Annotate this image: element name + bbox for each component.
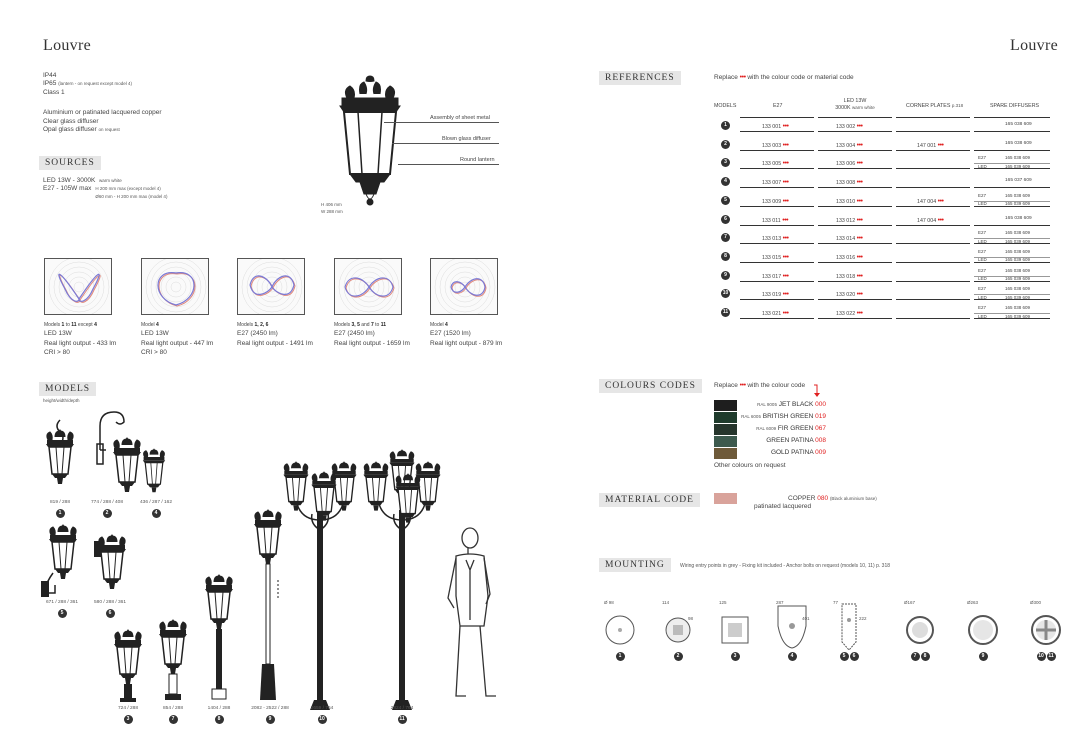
ref-spare-type: E27	[978, 248, 987, 254]
ref-spare: 165 038 609	[1005, 305, 1031, 310]
ref-divider	[818, 150, 892, 151]
ref-led: 133 004 •••	[836, 141, 863, 149]
ref-divider	[740, 262, 814, 263]
photometric-curve	[238, 259, 305, 315]
ref-spare: 165 039 609	[1005, 276, 1031, 282]
ref-e27: 133 013 •••	[762, 235, 789, 243]
colour-row: RAL 6005 BRITISH GREEN 019	[741, 413, 826, 420]
photometric-line1: LED 13W	[44, 330, 72, 338]
ref-spare: 165 038 609	[1005, 122, 1032, 127]
mounting-number: 6	[850, 652, 859, 661]
ref-divider	[896, 225, 970, 226]
mounting-number: 7	[911, 652, 920, 661]
ref-row-number: 3	[721, 158, 730, 167]
ref-divider	[818, 243, 892, 244]
ref-row-number: 5	[721, 196, 730, 205]
model-dims: 854 / 288	[162, 706, 183, 711]
references-heading: REFERENCES	[599, 71, 681, 85]
ref-spare-type: E27	[978, 305, 987, 310]
callout-assembly: Assembly of sheet metal	[430, 115, 490, 121]
photometric-models: Models 1 to 11 except 4	[44, 322, 97, 328]
model-number: 7	[169, 715, 178, 724]
model-number: 4	[152, 509, 161, 518]
photometric-caption	[141, 322, 237, 358]
photometric-line2: Real light output - 1659 lm	[334, 339, 410, 347]
model-dims: 436 / 287 / 162	[139, 500, 172, 505]
ref-e27: 133 007 •••	[762, 179, 789, 187]
ref-row-number: 4	[721, 177, 730, 186]
mounting-plate	[715, 602, 755, 652]
ref-divider	[974, 150, 1050, 151]
mounting-number: 5	[840, 652, 849, 661]
ref-e27: 133 019 •••	[762, 291, 789, 299]
mounting-dim: Ø167	[904, 600, 916, 605]
ref-divider	[896, 262, 970, 263]
specs-block	[43, 72, 243, 135]
mounting-dim: 125	[719, 600, 727, 605]
ref-spare-type: E27	[978, 230, 987, 236]
ref-e27: 133 005 •••	[762, 160, 789, 168]
mounting-dim: Ø263	[967, 600, 979, 605]
ref-divider	[974, 131, 1050, 132]
model-dims: 724 / 288	[117, 706, 138, 711]
ref-row-number: 2	[721, 140, 730, 149]
photometric-diagram	[237, 258, 305, 315]
ref-sub-divider	[974, 313, 1050, 314]
photometric-line3: CRI > 80	[141, 349, 167, 357]
ref-led: 133 002 •••	[836, 123, 863, 130]
photometric-diagram	[44, 258, 112, 315]
model-dims: 2659 / 764	[310, 706, 334, 711]
ref-divider	[740, 168, 814, 169]
col-corner: CORNER PLATES p.318	[906, 103, 964, 109]
ref-divider	[974, 299, 1050, 300]
ref-spare: 165 038 609	[1005, 267, 1031, 273]
ref-divider	[896, 168, 970, 169]
mounting-number: 10	[1038, 653, 1044, 659]
colours-replace: Replace ••• with the colour code	[714, 382, 806, 389]
ref-spare: 165 039 609	[1005, 238, 1031, 244]
mounting-dim-2: 98	[688, 616, 694, 621]
ref-divider	[974, 262, 1050, 263]
ref-spare-type: LED	[978, 238, 987, 244]
ref-divider	[740, 243, 814, 244]
model-number: 6	[106, 609, 115, 618]
ref-divider	[974, 318, 1050, 319]
ref-divider	[818, 262, 892, 263]
references-replace: Replace ••• with the colour code or material code	[714, 74, 854, 81]
ref-corner: 147 004 •••	[917, 197, 944, 205]
ref-led: 133 010 •••	[836, 197, 863, 205]
material-block: COPPER 080 (Black aluminium base) patinated lacquered	[754, 495, 877, 511]
ref-header-divider	[740, 117, 814, 118]
photometric-line2: Real light output - 879 lm	[430, 339, 503, 347]
mounting-heading: MOUNTING	[599, 558, 671, 572]
colour-row: GOLD PATINA 009	[770, 449, 826, 456]
ref-spare-type: LED	[978, 313, 987, 319]
ref-divider	[818, 318, 892, 319]
models-heading: MODELS	[39, 382, 96, 396]
colour-swatch	[714, 412, 737, 423]
mounting-dim: 77	[833, 600, 839, 605]
page-title-right: Louvre	[1010, 37, 1059, 54]
ref-divider	[818, 168, 892, 169]
mounting-number: 9	[979, 652, 988, 661]
ref-spare: 165 038 609	[1005, 192, 1031, 198]
source-e27: E27 - 105W max	[43, 185, 92, 193]
colour-row: RAL 9005 JET BLACK 000	[757, 401, 826, 408]
ref-spare-type: E27	[978, 192, 987, 198]
photometric-line1: E27 (2450 lm)	[237, 330, 278, 338]
spec-material-3: Opal glass diffuser on request	[43, 126, 120, 134]
ref-spare: 165 037 609	[1005, 178, 1032, 184]
ref-row-number: 10	[722, 290, 729, 297]
ref-divider	[818, 206, 892, 207]
colours-other: Other colours on request	[714, 462, 786, 469]
ref-divider	[974, 243, 1050, 244]
ref-led: 133 014 •••	[836, 235, 863, 243]
photometric-models: Models 3, 5 and 7 to 11	[334, 322, 387, 328]
model-dims: 671 / 288 / 361	[45, 600, 78, 605]
sources-heading: SOURCES	[39, 156, 101, 170]
photometric-diagram	[141, 258, 209, 315]
ref-corner: 147 001 •••	[917, 141, 944, 149]
photometric-line2: Real light output - 447 lm	[141, 339, 214, 347]
photometric-models: Model 4	[141, 322, 159, 328]
ref-spare-type: LED	[978, 276, 987, 282]
model-number: 10	[319, 716, 325, 722]
callout-line-assembly	[384, 122, 499, 123]
ref-divider	[974, 206, 1050, 207]
ref-divider	[740, 206, 814, 207]
ref-divider	[740, 281, 814, 282]
photometric-diagram	[334, 258, 402, 315]
ref-divider	[896, 318, 970, 319]
spec-material-1: Aluminium or patinated lacquered copper	[43, 109, 162, 117]
ref-divider	[896, 131, 970, 132]
mounting-number: 1	[616, 652, 625, 661]
photometric-curve	[431, 259, 498, 315]
photometric-curve	[45, 259, 112, 315]
ref-spare: 165 038 609	[1005, 248, 1031, 254]
ref-divider	[740, 150, 814, 151]
photometric-curve-c0	[345, 278, 393, 296]
mounting-plate	[772, 602, 812, 652]
ref-divider	[740, 299, 814, 300]
ref-divider	[740, 318, 814, 319]
ref-sub-divider	[974, 163, 1050, 164]
mounting-dim-2: 222	[859, 616, 867, 621]
model-number: 8	[215, 715, 224, 724]
ref-divider	[818, 299, 892, 300]
mounting-dim-2: 401	[802, 616, 810, 621]
ref-divider	[896, 243, 970, 244]
ref-spare-type: LED	[978, 163, 987, 169]
mounting-note: Wiring entry points in grey - Fixing kit included - Anchor bolts on request (models 10, 11) p. 318	[680, 563, 891, 569]
ref-sub-divider	[974, 238, 1050, 239]
ref-led: 133 018 •••	[836, 272, 863, 280]
photometric-line3: CRI > 80	[44, 349, 70, 357]
ref-divider	[818, 225, 892, 226]
mounting-dim: 287	[776, 600, 784, 605]
ref-led: 133 008 •••	[836, 179, 863, 187]
ref-spare-type: E27	[978, 267, 987, 273]
colour-swatch	[714, 424, 737, 435]
sources-block: LED 13W - 3000K warm white E27 - 105W max H 200 mm max (except model 4) Ø60 mm - H 200 mm max (model 4)	[43, 177, 168, 199]
photometric-curve	[142, 259, 209, 315]
photometric-line1: E27 (2450 lm)	[334, 330, 375, 338]
col-e27: E27	[773, 103, 783, 109]
photometric-curve	[335, 259, 402, 315]
mounting-plate	[1026, 602, 1066, 652]
ref-spare: 165 038 609	[1005, 230, 1031, 236]
ref-sub-divider	[974, 294, 1050, 295]
ref-spare-type: LED	[978, 294, 987, 300]
mounting-dim: Ø300	[1030, 600, 1042, 605]
spec-ip65: IP65 (lantern - on request except model 4)	[43, 80, 132, 88]
ref-divider	[974, 281, 1050, 282]
ref-row-number: 1	[721, 121, 730, 130]
spec-material-2: Clear glass diffuser	[43, 117, 99, 125]
photometric-diagram	[430, 258, 498, 315]
mounting-dim: Ø 98	[604, 600, 614, 605]
mounting-number: 8	[921, 652, 930, 661]
mounting-plate	[900, 602, 940, 652]
model-dims: 2082 - 2522 / 288	[251, 706, 289, 711]
callout-line-glass	[392, 143, 499, 144]
ref-e27: 133 011 •••	[762, 216, 789, 224]
model-dims: 819 / 288	[49, 500, 70, 505]
ref-led: 133 016 •••	[836, 253, 863, 261]
lantern-illustration	[330, 74, 410, 216]
ref-e27: 133 001 •••	[762, 123, 789, 130]
ref-spare-type: LED	[978, 201, 987, 207]
ref-spare: 165 039 609	[1005, 257, 1031, 263]
colours-heading: COLOURS CODES	[599, 379, 702, 393]
ref-spare-type: LED	[978, 257, 987, 263]
ref-header-divider	[974, 117, 1050, 118]
ref-led: 133 012 •••	[836, 216, 863, 224]
ref-divider	[896, 299, 970, 300]
mounting-plate	[600, 602, 640, 652]
ref-spare: 165 039 609	[1005, 294, 1031, 300]
colour-swatch	[714, 436, 737, 447]
ref-divider	[896, 206, 970, 207]
ref-led: 133 022 •••	[836, 310, 863, 317]
ref-spare: 165 038 609	[1005, 215, 1032, 221]
ref-e27: 133 003 •••	[762, 141, 789, 149]
ref-divider	[818, 187, 892, 188]
ref-row-number: 7	[721, 233, 730, 242]
photometric-line1: LED 13W	[141, 330, 169, 338]
callout-glass: Blown glass diffuser	[442, 136, 491, 142]
ref-spare: 165 038 609	[1005, 155, 1031, 161]
callout-round: Round lantern	[460, 157, 495, 163]
ref-divider	[740, 187, 814, 188]
ref-row-number: 8	[721, 252, 730, 261]
model-dims: 1404 / 288	[207, 706, 231, 711]
model-dims: 774 / 288 / 408	[90, 500, 123, 505]
callout-line-round	[398, 164, 499, 165]
ref-spare-type: E27	[978, 155, 987, 161]
ref-e27: 133 017 •••	[762, 272, 789, 280]
model-dims: 2824 / 764	[390, 706, 414, 711]
mounting-number: 4	[788, 652, 797, 661]
colour-row: GREEN PATINA 008	[766, 437, 826, 444]
mounting-plate	[658, 602, 698, 652]
colour-arrow-icon	[814, 384, 820, 398]
ref-e27: 133 009 •••	[762, 197, 789, 205]
mounting-dim: 114	[662, 600, 670, 605]
model-number: 1	[56, 509, 65, 518]
ref-led: 133 020 •••	[836, 291, 863, 299]
photometric-caption	[44, 322, 140, 358]
models-subheading: height/width/depth	[43, 398, 80, 403]
col-led: LED 13W 3000K warm white	[835, 98, 875, 111]
ref-divider	[740, 225, 814, 226]
ref-divider	[896, 150, 970, 151]
photometric-caption	[334, 322, 430, 348]
model-number: 2	[103, 509, 112, 518]
photometric-line1: E27 (1520 lm)	[430, 330, 471, 338]
material-swatch	[714, 493, 737, 504]
model-number: 11	[399, 716, 405, 722]
colour-row: RAL 6009 FIR GREEN 067	[756, 425, 826, 432]
spec-ip44: IP44	[43, 72, 57, 79]
material-heading: MATERIAL CODE	[599, 493, 700, 507]
ref-sub-divider	[974, 201, 1050, 202]
ref-sub-divider	[974, 276, 1050, 277]
ref-row-number: 6	[721, 215, 730, 224]
ref-spare: 165 038 609	[1005, 140, 1032, 146]
mounting-plate	[963, 602, 1003, 652]
references-table	[712, 98, 1052, 328]
photometric-line2: Real light output - 1491 lm	[237, 339, 313, 347]
ref-corner: 147 004 •••	[917, 216, 944, 224]
ref-spare: 165 038 609	[1005, 286, 1031, 292]
mounting-number: 2	[674, 652, 683, 661]
colour-swatch	[714, 448, 737, 459]
page-title-left: Louvre	[43, 37, 92, 54]
ref-row-number: 9	[721, 271, 730, 280]
col-spare: SPARE DIFFUSERS	[990, 103, 1040, 109]
ref-sub-divider	[974, 257, 1050, 258]
ref-spare: 165 039 609	[1005, 163, 1031, 169]
ref-divider	[818, 131, 892, 132]
mounting-plate	[829, 602, 869, 652]
ref-divider	[974, 187, 1050, 188]
model-dims: 580 / 288 / 361	[93, 600, 126, 605]
ref-divider	[896, 281, 970, 282]
model-number: 3	[124, 715, 133, 724]
photometric-caption	[237, 322, 333, 348]
photometric-curve-c90	[159, 274, 195, 306]
photometric-caption	[430, 322, 526, 348]
ref-spare-type: E27	[978, 286, 987, 292]
lantern-dims: H 406 mm W 288 mm	[321, 202, 343, 214]
photometric-models: Model 4	[430, 322, 448, 328]
colour-swatch	[714, 400, 737, 411]
ref-e27: 133 021 •••	[762, 310, 789, 317]
ref-e27: 133 015 •••	[762, 253, 789, 261]
ref-spare: 165 039 609	[1005, 201, 1031, 207]
photometric-models: Models 1, 2, 6	[237, 322, 269, 328]
ref-spare: 165 039 609	[1005, 313, 1031, 319]
source-led: LED 13W - 3000K	[43, 177, 96, 184]
ref-divider	[974, 225, 1050, 226]
model-number: 9	[266, 715, 275, 724]
models-drawing	[30, 410, 510, 710]
ref-header-divider	[818, 117, 892, 118]
ref-row-number: 11	[722, 309, 729, 315]
ref-divider	[974, 168, 1050, 169]
mounting-number: 11	[1048, 653, 1054, 659]
photometric-line2: Real light output - 433 lm	[44, 339, 117, 347]
ref-header-divider	[896, 117, 970, 118]
spec-class: Class 1	[43, 88, 65, 96]
ref-divider	[740, 131, 814, 132]
mounting-number: 3	[731, 652, 740, 661]
ref-divider	[818, 281, 892, 282]
model-number: 5	[58, 609, 67, 618]
col-models: MODELS	[714, 103, 737, 109]
ref-led: 133 006 •••	[836, 160, 863, 168]
ref-divider	[896, 187, 970, 188]
